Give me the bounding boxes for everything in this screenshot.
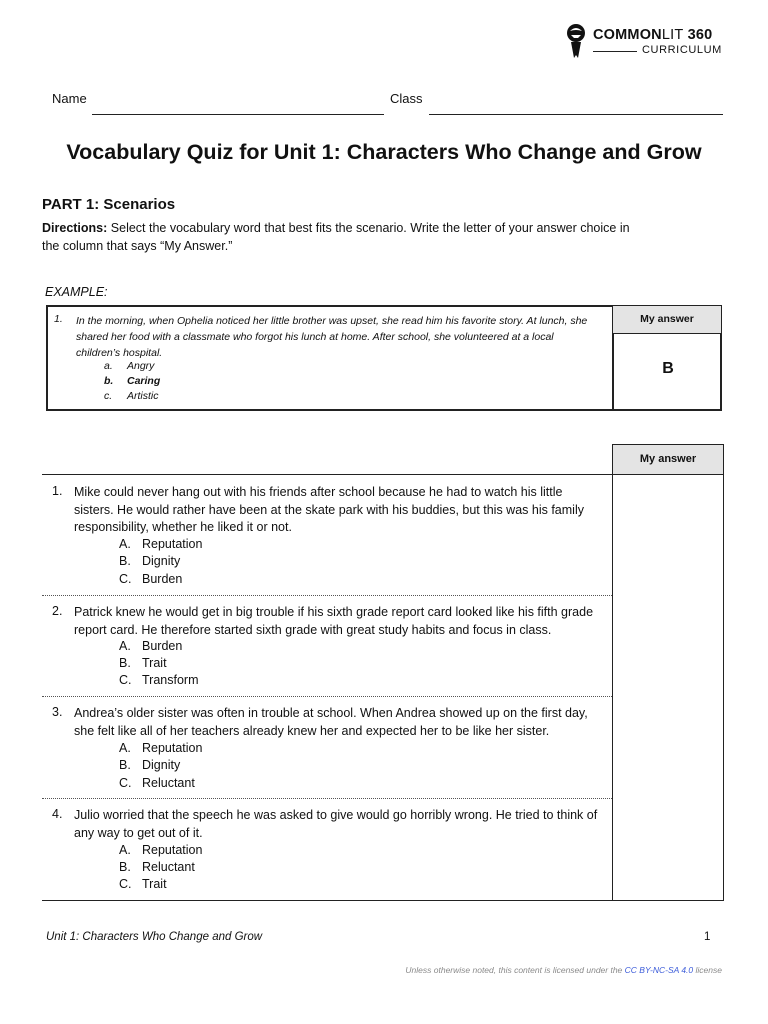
- logo-subtitle: CURRICULUM: [642, 44, 722, 56]
- example-text: In the morning, when Ophelia noticed her little brother was upset, she read him his favorite story. At lunch, she shared her food with a classmate who forgot his lunch at home. After school, she volunteered at a local children’s hospital.: [76, 315, 588, 359]
- answer-cell-1[interactable]: [613, 475, 723, 594]
- page-number: 1: [704, 931, 711, 943]
- question-number: 3.: [52, 705, 63, 719]
- question-number: 4.: [52, 807, 63, 821]
- commonlit-logo: [560, 22, 740, 62]
- name-label: Name: [52, 91, 87, 106]
- example-label: EXAMPLE:: [45, 285, 108, 299]
- logo-rule: [593, 51, 637, 52]
- question-text: Julio worried that the speech he was asked to give would go horribly wrong. He tried to think of any way to get out of it.: [74, 808, 598, 840]
- directions-text: Select the vocabulary word that best fits the scenario. Write the letter of your answer choice in the column that says “My Answer.”: [42, 221, 630, 253]
- table-bottom-rule: [42, 900, 724, 901]
- part-heading: PART 1: Scenarios: [42, 196, 176, 213]
- row-divider: [42, 595, 612, 596]
- commonlit-torch-icon: [562, 22, 590, 60]
- name-field[interactable]: [92, 114, 384, 115]
- answer-cell-3[interactable]: [613, 697, 723, 797]
- directions-label: Directions:: [42, 221, 108, 235]
- row-divider: [42, 798, 612, 799]
- row-divider: [42, 696, 612, 697]
- question-number: 1.: [52, 484, 63, 498]
- example-number: 1.: [54, 313, 63, 325]
- example-answer-header: My answer: [613, 306, 721, 334]
- question-text: Mike could never hang out with his friends after school because he had to watch his little sisters. He would rather have been at the skate park with his buddies, but this was his family responsibility, whether he liked it or not.: [74, 485, 584, 534]
- question-text: Andrea’s older sister was often in trouble at school. When Andrea showed up on the first day, she felt like all of her teachers already knew her and expected her to be like her sister.: [74, 706, 588, 738]
- footer-unit: Unit 1: Characters Who Change and Grow: [46, 931, 263, 943]
- class-field[interactable]: [429, 114, 723, 115]
- license-link[interactable]: CC BY-NC-SA 4.0: [624, 965, 694, 975]
- question-number: 2.: [52, 604, 63, 618]
- question-text: Patrick knew he would get in big trouble if his sixth grade report card looked like his fifth grade report card. He therefore started sixth grade with great study habits and focus in class.: [74, 605, 594, 637]
- answer-cell-2[interactable]: [613, 596, 723, 695]
- page-title: Vocabulary Quiz for Unit 1: Characters Who Change and Grow: [66, 140, 702, 164]
- answer-cell-4[interactable]: [613, 799, 723, 899]
- class-label: Class: [390, 91, 423, 106]
- directions: [42, 219, 642, 255]
- license-notice: Unless otherwise noted, this content is licensed under the CC BY-NC-SA 4.0 license: [405, 965, 722, 975]
- example-answer: B: [662, 360, 674, 377]
- answer-column-header: My answer: [613, 445, 723, 475]
- logo-wordmark: COMMONLIT 360: [593, 27, 713, 43]
